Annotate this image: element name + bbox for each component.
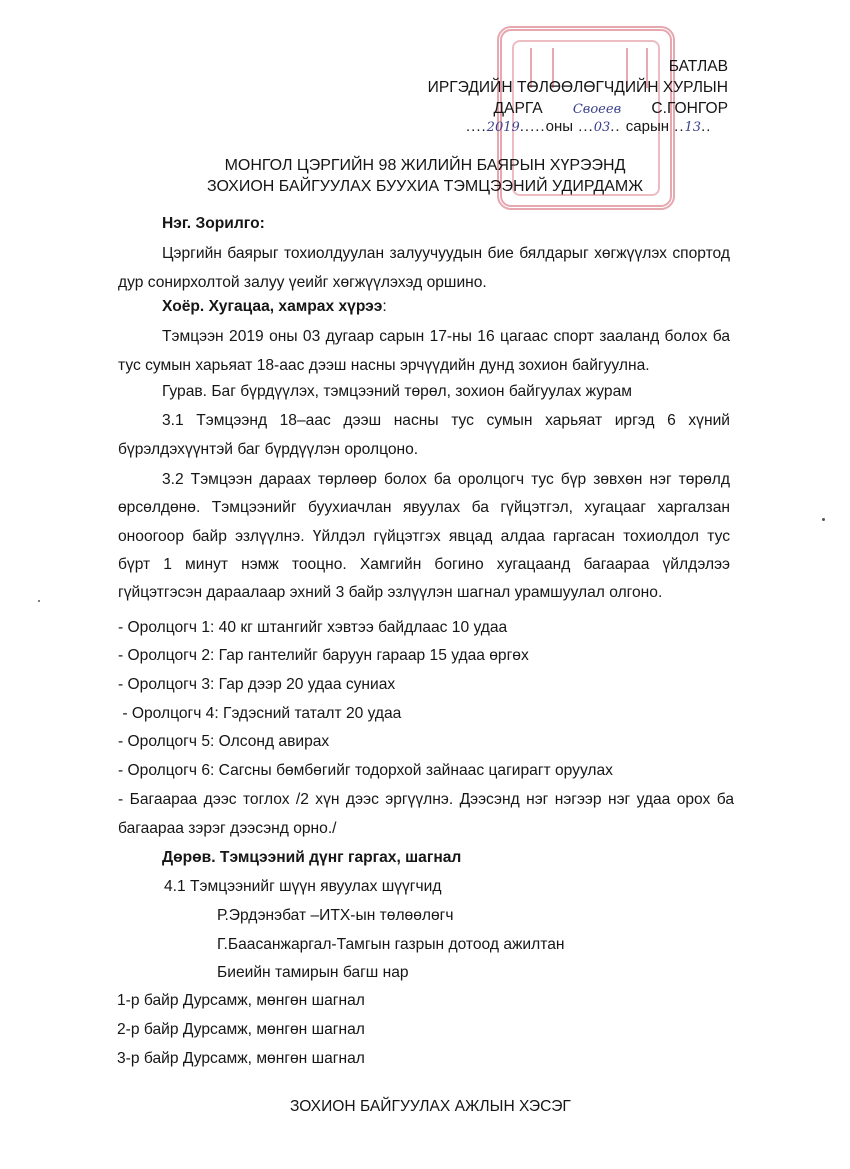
judge-item: Биеийн тамирын багш нар bbox=[217, 964, 409, 981]
approval-name: С.ГОНГОР bbox=[651, 100, 728, 117]
date-month: 03 bbox=[593, 120, 611, 135]
participant-item: - Оролцогч 5: Олсонд авирах bbox=[118, 733, 330, 750]
approval-position: ДАРГА bbox=[493, 100, 543, 117]
approval-title: БАТЛАВ bbox=[668, 58, 728, 75]
prize-item: 3-р байр Дурсамж, мөнгөн шагнал bbox=[117, 1050, 365, 1067]
document-title-line1: МОНГОЛ ЦЭРГИЙН 98 ЖИЛИЙН БАЯРЫН ХҮРЭЭНД bbox=[224, 157, 626, 174]
section4-1-text: 4.1 Тэмцээнийг шүүн явуулах шүүгчид bbox=[164, 878, 442, 895]
section1-heading: Нэг. Зорилго: bbox=[162, 215, 265, 232]
approval-date: ....2019.....оны ...03.. сарын ..13.. bbox=[466, 118, 712, 135]
participant-item: - Оролцогч 6: Сагсны бөмбөгийг тодорхой зайнаас цагирагт оруулах bbox=[118, 762, 613, 779]
approval-block bbox=[428, 56, 728, 120]
footer-organizer: ЗОХИОН БАЙГУУЛАХ АЖЛЫН ХЭСЭГ bbox=[290, 1098, 571, 1115]
approval-line1: ИРГЭДИЙН ТӨЛӨӨЛӨГЧДИЙН ХУРЛЫН bbox=[427, 79, 728, 96]
section2-colon: : bbox=[382, 298, 387, 315]
participant-item: - Оролцогч 3: Гар дээр 20 удаа суниах bbox=[118, 676, 396, 693]
date-year: 2019 bbox=[486, 120, 520, 135]
section3-1-text: 3.1 Тэмцээнд 18–аас дээш насны тус сумын харьяат иргэд 6 хүний бүрэлдэхүүнтэй баг бүрдүүлэн оролцоно. bbox=[118, 412, 730, 458]
section2-heading: Хоёр. Хугацаа, хамрах хүрээ bbox=[162, 298, 383, 315]
date-day: 13 bbox=[684, 120, 702, 135]
section4-heading: Дөрөв. Тэмцээний дүнг гаргах, шагнал bbox=[162, 849, 462, 866]
section1-text: Цэргийн баярыг тохиолдуулан залуучуудын бие бялдарыг хөгжүүлэх спортод дур сонирхолтой залуу үеийг хөгжүүлэхэд оршино. bbox=[118, 245, 730, 291]
section2-text: Тэмцээн 2019 оны 03 дугаар сарын 17-ны 16 цагаас спорт зааланд болох ба тус сумын харьяат 18-аас дээш насны эрчүүдийн дунд зохион байгуулна. bbox=[118, 328, 730, 374]
section3-heading: Гурав. Баг бүрдүүлэх, тэмцээний төрөл, зохион байгуулах журам bbox=[162, 383, 632, 400]
scan-artifact bbox=[38, 600, 40, 602]
team-note: - Багаараа дээс тоглох /2 хүн дээс эргүүлнэ. Дээсэнд нэг нэгээр нэг удаа орох ба багаараа зэрэг дээсэнд орно./ bbox=[118, 791, 734, 837]
date-month-label: сарын bbox=[625, 118, 670, 135]
judge-item: Р.Эрдэнэбат –ИТХ-ын төлөөлөгч bbox=[217, 907, 454, 924]
section3-2-text: 3.2 Тэмцээн дараах төрлөөр болох ба оролцогч тус бүр зөвхөн нэг төрөлд өрсөлдөнө. Тэмцээнийг буухиачлан явуулах ба гүйцэтгэл, хугацааг харгалзан оноогоор байр эзлүүлнэ. Үйлдэл гүйцэтгэх явцад алдаа гаргасан тохиолдол тус бүрт 1 минут нэмж тооцно. Хамгийн богино хугацаанд багаараа үйлдэлээ гүйцэтгэсэн дараалаар эхний 3 байр эзлүүлэн шагнал урамшуулал олгоно. bbox=[118, 471, 730, 602]
participant-item: - Оролцогч 4: Гэдэсний таталт 20 удаа bbox=[118, 705, 402, 722]
participant-item: - Оролцогч 2: Гар гантелийг баруун гараар 15 удаа өргөх bbox=[118, 647, 529, 664]
document-title-line2: ЗОХИОН БАЙГУУЛАХ БУУХИА ТЭМЦЭЭНИЙ УДИРДАМЖ bbox=[206, 178, 644, 195]
section2-heading-line bbox=[162, 297, 387, 317]
date-year-label: оны bbox=[545, 118, 574, 135]
judge-item: Г.Баасанжаргал-Тамгын газрын дотоод ажилтан bbox=[217, 936, 565, 953]
participant-item: - Оролцогч 1: 40 кг штангийг хэвтээ байдлаас 10 удаа bbox=[118, 619, 508, 636]
approval-line2 bbox=[428, 98, 728, 120]
scan-artifact bbox=[822, 518, 825, 521]
signature: Своеев bbox=[572, 102, 622, 117]
prize-item: 2-р байр Дурсамж, мөнгөн шагнал bbox=[117, 1021, 365, 1038]
prize-item: 1-р байр Дурсамж, мөнгөн шагнал bbox=[117, 992, 365, 1009]
